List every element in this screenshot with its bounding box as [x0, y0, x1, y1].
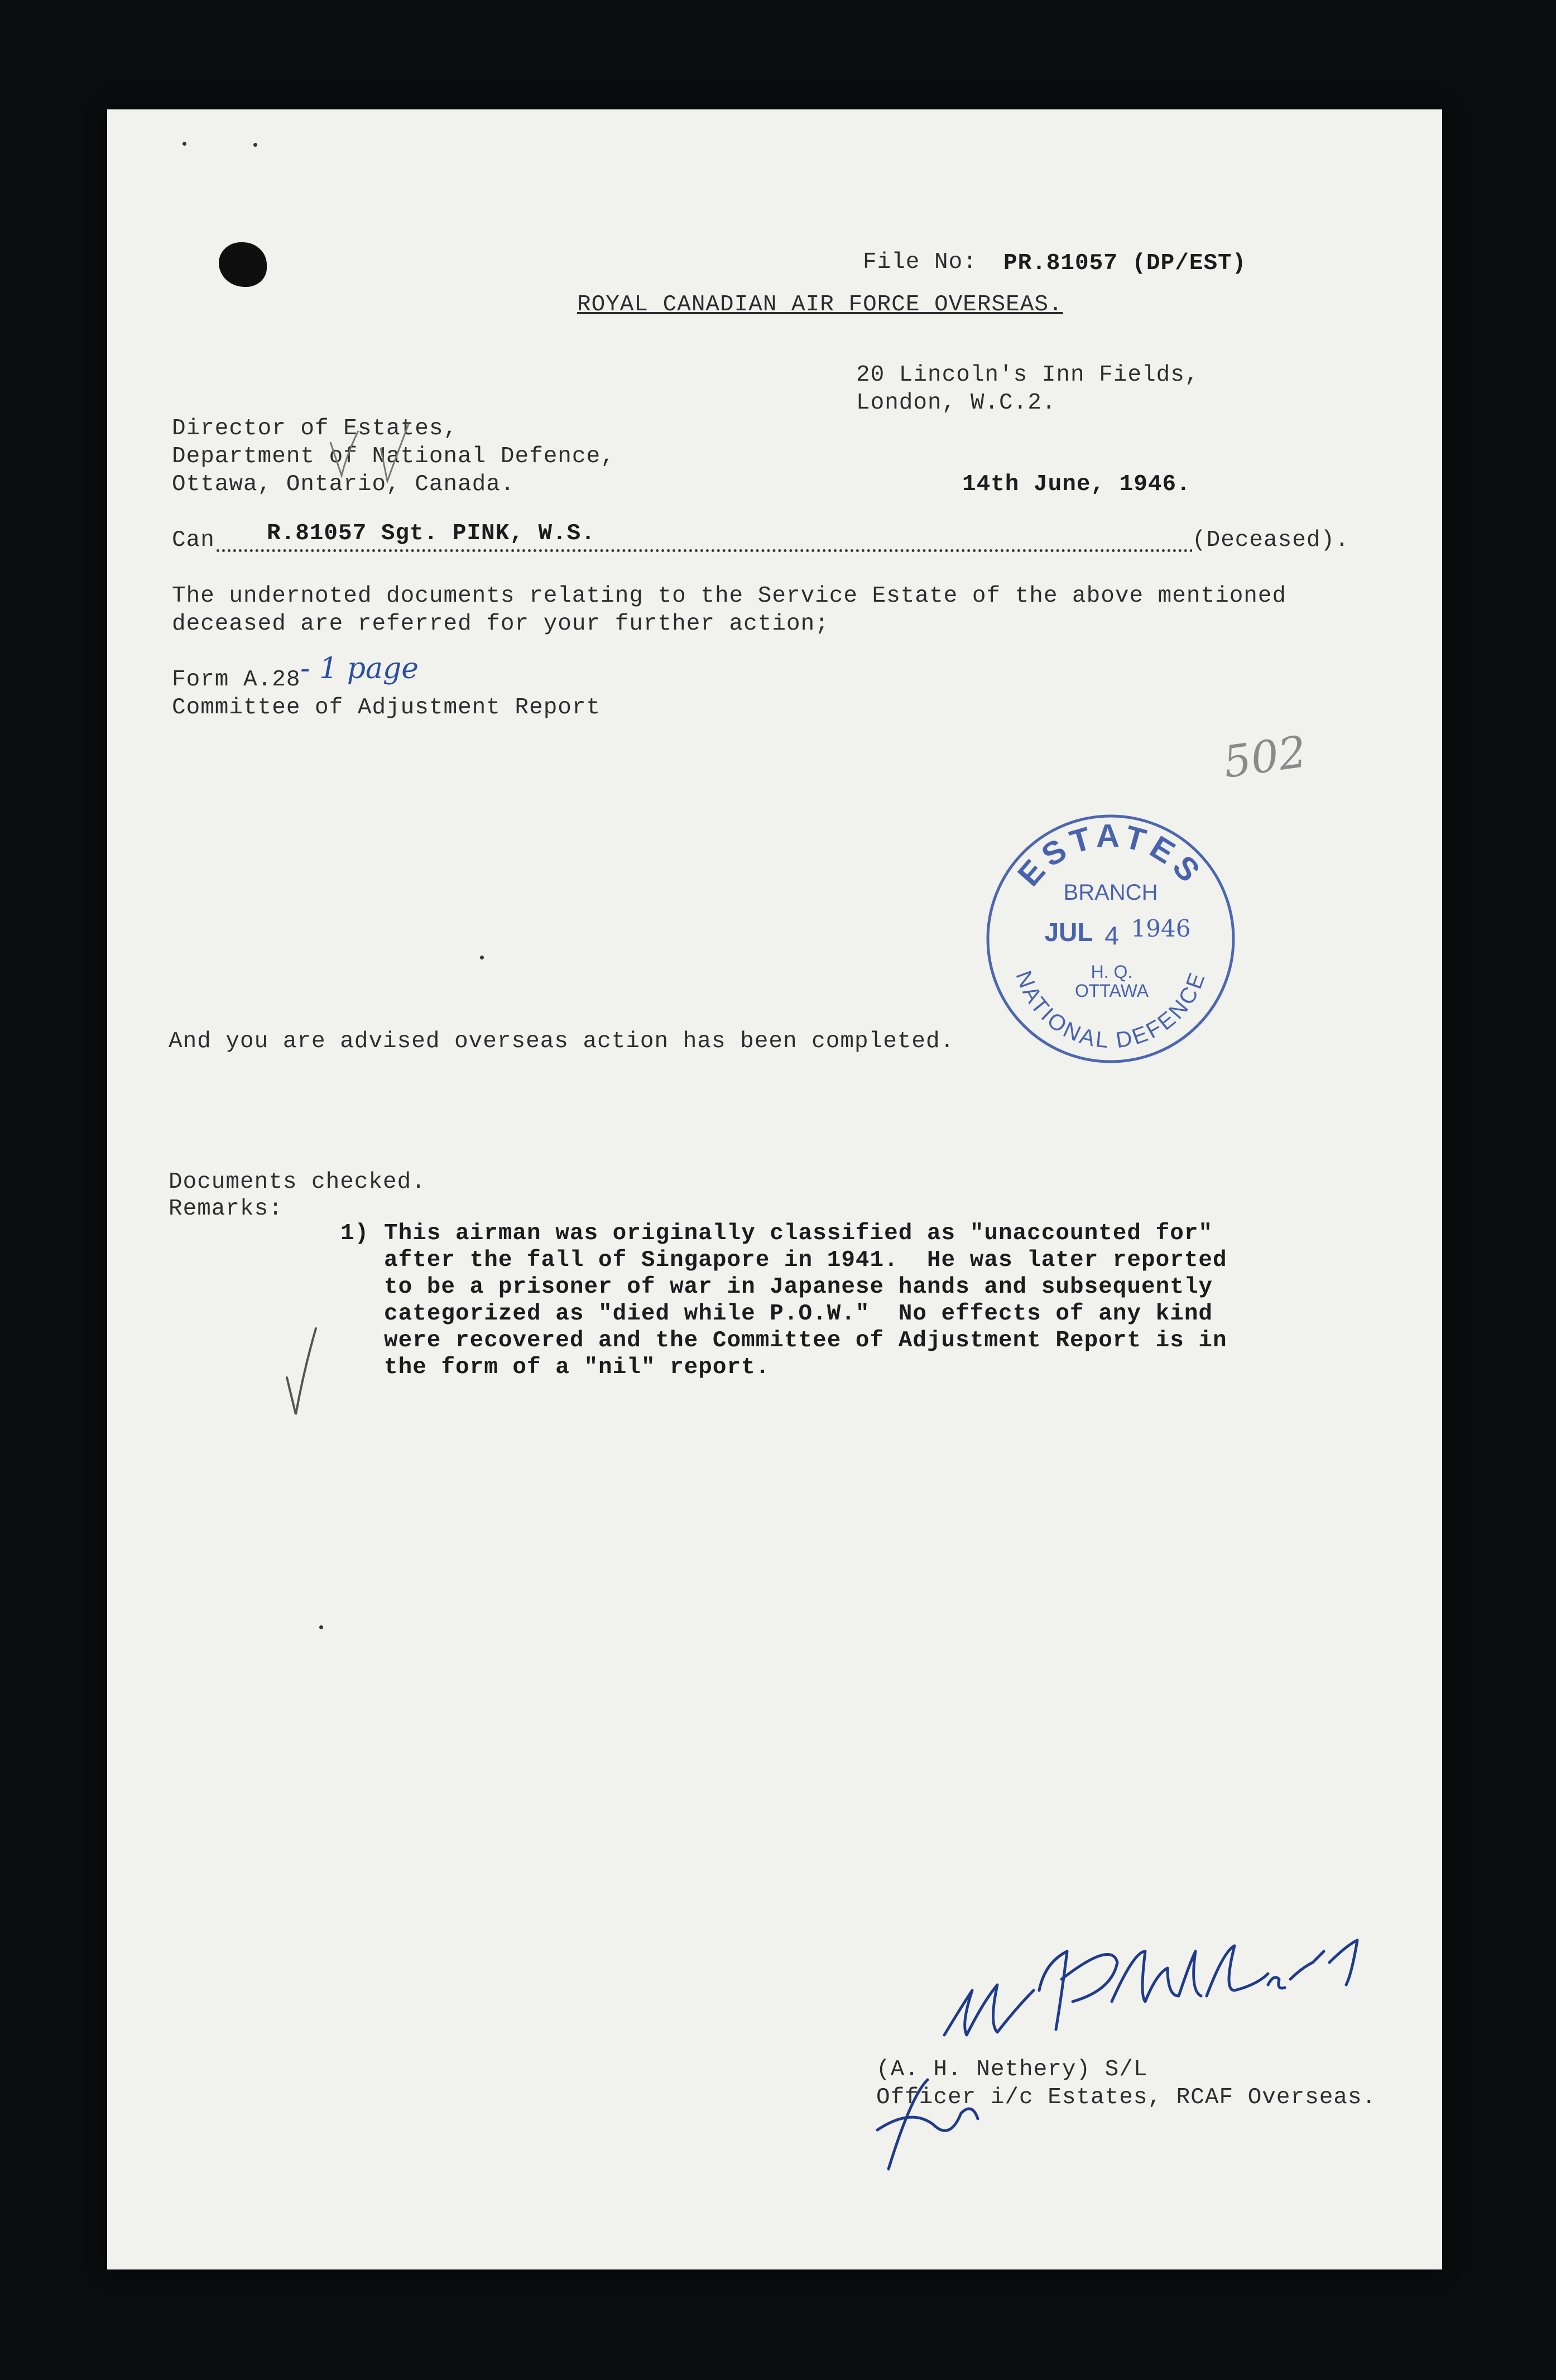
file-no-label: File No:	[863, 249, 977, 275]
remarks-label: Remarks:	[169, 1196, 283, 1222]
signature-typed-name: (A. H. Nethery) S/L	[876, 2057, 1148, 2082]
punch-hole	[219, 242, 267, 287]
subject-prefix: Can	[172, 527, 215, 553]
estates-branch-stamp	[982, 810, 1239, 1067]
pencil-check-mark-icon	[325, 420, 414, 487]
stamp-city: OTTAWA	[1074, 981, 1149, 1001]
paper-speck	[480, 956, 484, 959]
paper-speck	[319, 1625, 323, 1629]
organization-title: ROYAL CANADIAN AIR FORCE OVERSEAS.	[577, 292, 1063, 318]
address-line-1: 20 Lincoln's Inn Fields,	[856, 362, 1199, 388]
stamp-year: 1946	[1131, 915, 1191, 942]
advice-line: And you are advised overseas action has been completed.	[169, 1029, 955, 1054]
stamp-branch: BRANCH	[1063, 880, 1158, 905]
recipient-line-1: Director of Estates,	[172, 416, 458, 442]
intro-line-2: deceased are referred for your further action;	[172, 611, 829, 637]
stamp-bottom-text: NATIONAL DEFENCE	[1011, 967, 1211, 1053]
recipient-line-3: Ottawa, Ontario, Canada.	[172, 472, 515, 497]
document-committee-report: Committee of Adjustment Report	[172, 695, 601, 721]
recipient-line-2: Department of National Defence,	[172, 444, 615, 469]
intro-line-1: The undernoted documents relating to the Service Estate of the above mentioned	[172, 583, 1287, 609]
subject-name: R.81057 Sgt. PINK, W.S.	[265, 520, 598, 548]
stamp-day: 4	[1104, 921, 1119, 950]
remark-line: the form of a "nil" report.	[384, 1355, 770, 1380]
address-line-2: London, W.C.2.	[856, 390, 1056, 416]
remark-line: were recovered and the Committee of Adjustment Report is in	[384, 1328, 1227, 1354]
document-page	[107, 109, 1442, 2269]
subject-dotted-leader	[217, 549, 1299, 552]
pencil-margin-number: 502	[1220, 727, 1310, 788]
remark-line: categorized as "died while P.O.W." No effects of any kind	[384, 1301, 1213, 1327]
stamp-month: JUL	[1044, 918, 1093, 947]
remark-number: 1)	[340, 1221, 369, 1246]
remark-line: This airman was originally classified as "unaccounted for"	[384, 1221, 1213, 1246]
pencil-check-mark-icon	[285, 1326, 318, 1421]
handwritten-signature	[877, 1929, 1435, 2180]
documents-checked: Documents checked.	[169, 1169, 426, 1195]
paper-speck	[253, 143, 257, 147]
remark-line: to be a prisoner of war in Japanese hands and subsequently	[384, 1274, 1213, 1300]
remark-line: after the fall of Singapore in 1941. He was later reported	[384, 1247, 1227, 1273]
subject-suffix: (Deceased).	[1192, 527, 1350, 553]
handwritten-page-count: - 1 page	[300, 652, 419, 685]
signature-title: Officer i/c Estates, RCAF Overseas.	[876, 2085, 1377, 2110]
file-no-value: PR.81057 (DP/EST)	[1003, 251, 1247, 276]
stamp-hq: H. Q.	[1091, 962, 1133, 982]
stamp-top-text: ESTATES	[1010, 817, 1211, 893]
letter-date: 14th June, 1946.	[962, 472, 1191, 497]
paper-speck	[183, 142, 186, 146]
document-form-a28: Form A.28	[172, 667, 301, 693]
